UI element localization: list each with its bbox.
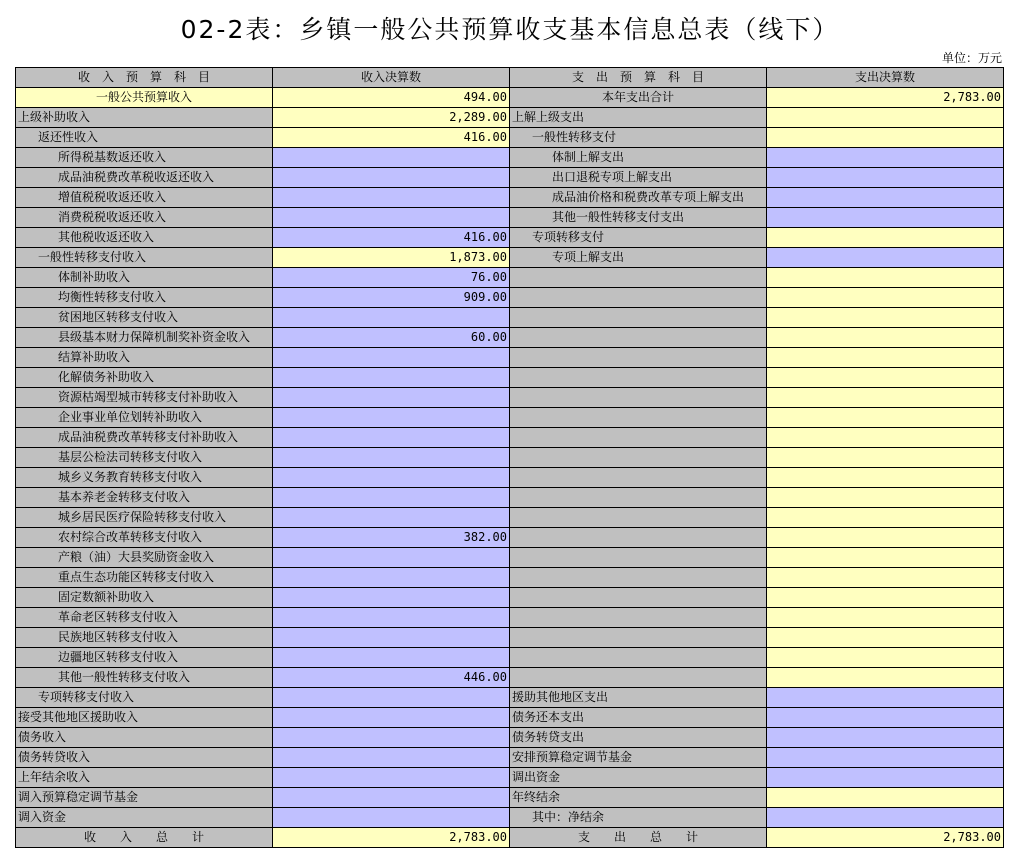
table-row [16, 588, 1004, 608]
table-row [16, 308, 1004, 328]
income-amount-cell[interactable] [273, 168, 510, 188]
table-header-row [16, 68, 1004, 88]
expense-subject-cell: 债务转贷支出 [510, 728, 767, 748]
income-amount-cell[interactable] [273, 568, 510, 588]
income-amount-cell[interactable] [273, 368, 510, 388]
income-subject-cell: 城乡居民医疗保险转移支付收入 [16, 508, 273, 528]
income-subject-cell: 一般性转移支付收入 [16, 248, 273, 268]
income-subject-cell: 企业事业单位划转补助收入 [16, 408, 273, 428]
income-subject-cell: 基本养老金转移支付收入 [16, 488, 273, 508]
expense-amount-cell[interactable] [767, 388, 1004, 408]
expense-subject-cell: 本年支出合计 [510, 88, 767, 108]
expense-amount-cell[interactable] [767, 368, 1004, 388]
expense-subject-cell [510, 568, 767, 588]
expense-subject-cell [510, 448, 767, 468]
table-row [16, 408, 1004, 428]
income-amount-cell[interactable] [273, 488, 510, 508]
expense-amount-cell[interactable] [767, 708, 1004, 728]
unit-label: 单位：万元 [941, 51, 1002, 65]
table-row [16, 508, 1004, 528]
income-subject-cell: 一般公共预算收入 [16, 88, 273, 108]
table-row [16, 828, 1004, 848]
table-row [16, 808, 1004, 828]
expense-amount-cell[interactable] [767, 208, 1004, 228]
expense-subject-cell [510, 348, 767, 368]
expense-subject-cell: 专项上解支出 [510, 248, 767, 268]
table-row [16, 108, 1004, 128]
expense-amount-cell[interactable] [767, 188, 1004, 208]
income-subject-cell: 固定数额补助收入 [16, 588, 273, 608]
table-row [16, 348, 1004, 368]
expense-subject-cell: 上解上级支出 [510, 108, 767, 128]
income-amount-cell[interactable] [273, 788, 510, 808]
header-income-amount: 收入决算数 [273, 68, 510, 88]
income-subject-cell: 上年结余收入 [16, 768, 273, 788]
income-subject-cell: 其他税收返还收入 [16, 228, 273, 248]
expense-subject-cell [510, 468, 767, 488]
income-amount-cell[interactable]: 416.00 [273, 128, 510, 148]
expense-amount-cell[interactable] [767, 508, 1004, 528]
expense-subject-cell: 专项转移支付 [510, 228, 767, 248]
table-row [16, 528, 1004, 548]
income-amount-cell[interactable]: 2,289.00 [273, 108, 510, 128]
income-subject-cell: 专项转移支付收入 [16, 688, 273, 708]
income-amount-cell[interactable]: 60.00 [273, 328, 510, 348]
expense-amount-cell[interactable] [767, 168, 1004, 188]
expense-amount-cell[interactable] [767, 228, 1004, 248]
expense-amount-cell[interactable] [767, 408, 1004, 428]
income-subject-cell: 基层公检法司转移支付收入 [16, 448, 273, 468]
table-row [16, 488, 1004, 508]
income-amount-cell[interactable] [273, 448, 510, 468]
income-amount-cell[interactable] [273, 728, 510, 748]
income-amount-cell[interactable] [273, 688, 510, 708]
income-subject-cell: 接受其他地区援助收入 [16, 708, 273, 728]
table-row [16, 428, 1004, 448]
income-subject-cell: 化解债务补助收入 [16, 368, 273, 388]
income-subject-cell: 重点生态功能区转移支付收入 [16, 568, 273, 588]
budget-table [15, 67, 1004, 848]
expense-subject-cell [510, 508, 767, 528]
income-amount-cell[interactable] [273, 748, 510, 768]
expense-subject-cell [510, 488, 767, 508]
income-amount-cell[interactable]: 382.00 [273, 528, 510, 548]
table-row [16, 328, 1004, 348]
expense-amount-cell[interactable] [767, 588, 1004, 608]
income-amount-cell[interactable] [273, 148, 510, 168]
income-amount-cell[interactable] [273, 308, 510, 328]
expense-subject-cell [510, 668, 767, 688]
income-subject-cell: 成品油税费改革转移支付补助收入 [16, 428, 273, 448]
income-amount-cell[interactable]: 416.00 [273, 228, 510, 248]
table-row [16, 88, 1004, 108]
table-row [16, 788, 1004, 808]
expense-amount-cell[interactable] [767, 128, 1004, 148]
income-amount-cell[interactable] [273, 548, 510, 568]
expense-subject-cell [510, 428, 767, 448]
income-amount-cell[interactable]: 909.00 [273, 288, 510, 308]
expense-amount-cell[interactable] [767, 768, 1004, 788]
table-row [16, 208, 1004, 228]
income-subject-cell: 消费税税收返还收入 [16, 208, 273, 228]
income-amount-cell[interactable] [273, 708, 510, 728]
expense-subject-cell [510, 308, 767, 328]
income-subject-cell: 革命老区转移支付收入 [16, 608, 273, 628]
expense-subject-cell: 成品油价格和税费改革专项上解支出 [510, 188, 767, 208]
income-amount-cell[interactable] [273, 648, 510, 668]
expense-amount-cell[interactable] [767, 668, 1004, 688]
expense-subject-cell: 出口退税专项上解支出 [510, 168, 767, 188]
expense-amount-cell[interactable] [767, 568, 1004, 588]
income-subject-cell: 所得税基数返还收入 [16, 148, 273, 168]
expense-subject-cell [510, 628, 767, 648]
expense-amount-cell[interactable] [767, 548, 1004, 568]
expense-amount-cell[interactable] [767, 308, 1004, 328]
income-amount-cell[interactable]: 1,873.00 [273, 248, 510, 268]
income-amount-cell[interactable] [273, 588, 510, 608]
expense-subject-cell: 援助其他地区支出 [510, 688, 767, 708]
expense-amount-cell[interactable] [767, 348, 1004, 368]
expense-amount-cell[interactable] [767, 728, 1004, 748]
table-row [16, 668, 1004, 688]
expense-subject-cell: 其他一般性转移支付支出 [510, 208, 767, 228]
expense-amount-cell[interactable] [767, 248, 1004, 268]
income-subject-cell: 农村综合改革转移支付收入 [16, 528, 273, 548]
income-subject-cell: 民族地区转移支付收入 [16, 628, 273, 648]
expense-amount-cell[interactable] [767, 328, 1004, 348]
income-subject-cell: 调入预算稳定调节基金 [16, 788, 273, 808]
income-amount-cell[interactable] [273, 428, 510, 448]
table-row [16, 628, 1004, 648]
table-row [16, 768, 1004, 788]
income-subject-cell: 结算补助收入 [16, 348, 273, 368]
expense-subject-cell [510, 648, 767, 668]
income-subject-cell: 边疆地区转移支付收入 [16, 648, 273, 668]
income-subject-cell: 增值税税收返还收入 [16, 188, 273, 208]
expense-amount-cell[interactable] [767, 528, 1004, 548]
expense-subject-cell [510, 588, 767, 608]
expense-amount-cell[interactable] [767, 628, 1004, 648]
table-row [16, 228, 1004, 248]
table-row [16, 248, 1004, 268]
table-row [16, 268, 1004, 288]
income-amount-cell[interactable]: 494.00 [273, 88, 510, 108]
expense-subject-cell [510, 608, 767, 628]
expense-subject-cell: 调出资金 [510, 768, 767, 788]
income-amount-cell[interactable] [273, 508, 510, 528]
income-subject-cell: 债务转贷收入 [16, 748, 273, 768]
table-row [16, 448, 1004, 468]
expense-amount-cell[interactable] [767, 788, 1004, 808]
page-title: 02-2表：乡镇一般公共预算收支基本信息总表（线下） [180, 15, 840, 44]
income-amount-cell[interactable] [273, 628, 510, 648]
expense-amount-cell[interactable] [767, 108, 1004, 128]
expense-subject-cell [510, 328, 767, 348]
income-subject-cell: 其他一般性转移支付收入 [16, 668, 273, 688]
table-row [16, 288, 1004, 308]
header-expense-subject: 支 出 预 算 科 目 [510, 68, 767, 88]
income-subject-cell: 贫困地区转移支付收入 [16, 308, 273, 328]
table-row [16, 728, 1004, 748]
income-subject-cell: 返还性收入 [16, 128, 273, 148]
expense-amount-cell[interactable]: 2,783.00 [767, 88, 1004, 108]
header-income-subject: 收 入 预 算 科 目 [16, 68, 273, 88]
income-amount-cell[interactable] [273, 768, 510, 788]
income-amount-cell[interactable] [273, 188, 510, 208]
expense-amount-cell[interactable] [767, 148, 1004, 168]
income-subject-cell: 债务收入 [16, 728, 273, 748]
expense-amount-cell[interactable] [767, 428, 1004, 448]
table-row [16, 148, 1004, 168]
income-subject-cell: 调入资金 [16, 808, 273, 828]
table-body [16, 88, 1004, 848]
table-row [16, 648, 1004, 668]
income-subject-cell: 城乡义务教育转移支付收入 [16, 468, 273, 488]
expense-subject-cell [510, 288, 767, 308]
expense-subject-cell: 安排预算稳定调节基金 [510, 748, 767, 768]
table-row [16, 388, 1004, 408]
expense-subject-cell: 体制上解支出 [510, 148, 767, 168]
income-amount-cell[interactable] [273, 408, 510, 428]
table-row [16, 748, 1004, 768]
income-subject-cell: 体制补助收入 [16, 268, 273, 288]
table-row [16, 168, 1004, 188]
expense-amount-cell[interactable] [767, 468, 1004, 488]
expense-amount-cell[interactable] [767, 288, 1004, 308]
table-row [16, 608, 1004, 628]
expense-amount-cell[interactable] [767, 748, 1004, 768]
income-amount-cell[interactable] [273, 808, 510, 828]
header-expense-amount: 支出决算数 [767, 68, 1004, 88]
income-subject-cell: 上级补助收入 [16, 108, 273, 128]
expense-amount-cell[interactable]: 2,783.00 [767, 828, 1004, 848]
income-amount-cell[interactable]: 2,783.00 [273, 828, 510, 848]
expense-subject-cell [510, 388, 767, 408]
expense-subject-cell: 其中：净结余 [510, 808, 767, 828]
table-row [16, 708, 1004, 728]
expense-subject-cell [510, 548, 767, 568]
income-subject-cell: 成品油税费改革税收返还收入 [16, 168, 273, 188]
expense-subject-cell: 债务还本支出 [510, 708, 767, 728]
income-subject-cell: 均衡性转移支付收入 [16, 288, 273, 308]
table-row [16, 688, 1004, 708]
table-row [16, 368, 1004, 388]
income-amount-cell[interactable] [273, 348, 510, 368]
table-row [16, 568, 1004, 588]
expense-subject-cell [510, 528, 767, 548]
expense-subject-cell [510, 408, 767, 428]
expense-subject-cell: 年终结余 [510, 788, 767, 808]
income-subject-cell: 资源枯竭型城市转移支付补助收入 [16, 388, 273, 408]
income-amount-cell[interactable] [273, 468, 510, 488]
income-amount-cell[interactable]: 76.00 [273, 268, 510, 288]
table-row [16, 188, 1004, 208]
table-row [16, 128, 1004, 148]
expense-amount-cell[interactable] [767, 488, 1004, 508]
expense-subject-cell [510, 368, 767, 388]
income-amount-cell[interactable]: 446.00 [273, 668, 510, 688]
expense-amount-cell[interactable] [767, 688, 1004, 708]
table-row [16, 548, 1004, 568]
expense-subject-cell: 一般性转移支付 [510, 128, 767, 148]
income-amount-cell[interactable] [273, 608, 510, 628]
table-row [16, 468, 1004, 488]
expense-amount-cell[interactable] [767, 808, 1004, 828]
expense-amount-cell[interactable] [767, 648, 1004, 668]
expense-subject-cell [510, 268, 767, 288]
income-subject-cell: 县级基本财力保障机制奖补资金收入 [16, 328, 273, 348]
expense-subject-cell: 支 出 总 计 [510, 828, 767, 848]
expense-amount-cell[interactable] [767, 608, 1004, 628]
expense-amount-cell[interactable] [767, 268, 1004, 288]
expense-amount-cell[interactable] [767, 448, 1004, 468]
income-amount-cell[interactable] [273, 208, 510, 228]
income-subject-cell: 产粮（油）大县奖励资金收入 [16, 548, 273, 568]
income-amount-cell[interactable] [273, 388, 510, 408]
income-subject-cell: 收 入 总 计 [16, 828, 273, 848]
